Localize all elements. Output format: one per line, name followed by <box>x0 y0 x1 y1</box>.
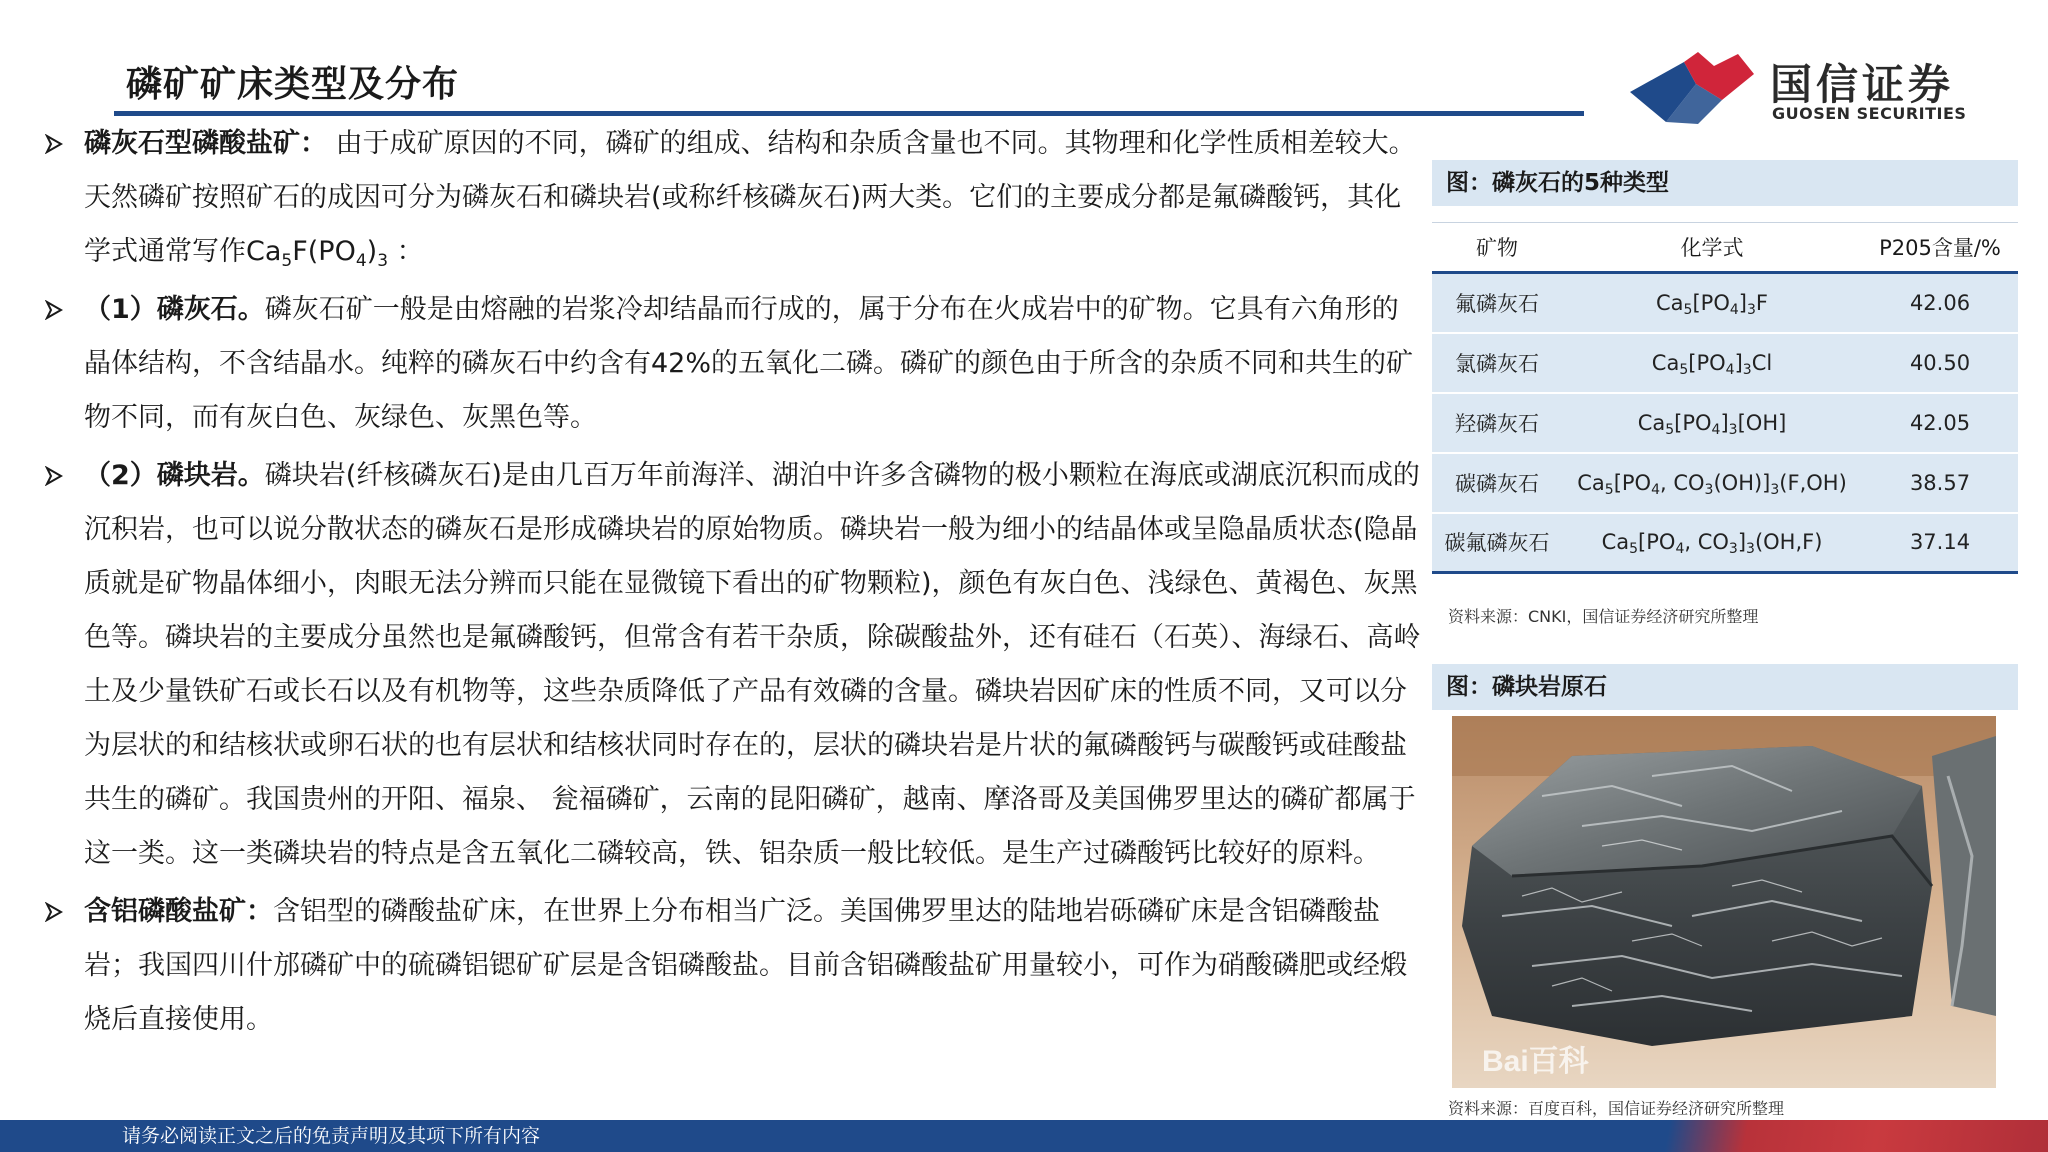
paragraph-lead: 磷灰石型磷酸盐矿： <box>84 128 327 159</box>
figure-source-baidu: 资料来源：百度百科，国信证券经济研究所整理 <box>1448 1099 1785 1118</box>
table-row <box>1432 333 2018 393</box>
arrow-bullet-icon <box>34 449 74 503</box>
cell-p2o5: 37.14 <box>1862 513 2018 573</box>
cell-formula: $Ca_5[PO_4]_3F$ <box>1562 273 1862 333</box>
paragraph-aluminum-phosphate <box>34 885 1424 1047</box>
table-row <box>1432 273 2018 333</box>
paragraph-text: 磷灰石矿一般是由熔融的岩浆冷却结晶而行成的，属于分布在火成岩中的矿物。它具有六角形的晶体结构，不含结晶水。纯粹的磷灰石中约含有42%的五氧化二磷。磷矿的颜色由于所含的杂质不同和共生的矿物不同，而有灰白色、灰绿色、灰黑色等。 <box>84 294 1414 433</box>
table-header-row <box>1432 223 2018 273</box>
paragraph-lead: （2）磷块岩。 <box>84 460 265 491</box>
title-rule <box>114 111 1584 116</box>
paragraph-text: 磷块岩(纤核磷灰石)是由几百万年前海洋、湖泊中许多含磷物的极小颗粒在海底或湖底沉积而成的沉积岩，也可以说分散状态的磷灰石是形成磷块岩的原始物质。磷块岩一般为细小的结晶体或呈隐晶质状态(隐晶质就是矿物晶体细小，肉眼无法分辨而只能在显微镜下看出的矿物颗粒)，颜色有灰白色、浅绿色、黄褐色、灰黑色等。磷块岩的主要成分虽然也是氟磷酸钙，但常含有若干杂质，除碳酸盐外，还有硅石（石英）、海绿石、高岭土及少量铁矿石或长石以及有机物等，这些杂质降低了产品有效磷的含量。磷块岩因矿床的性质不同，又可以分为层状的和结核状或卵石状的也有层状和结核状同时存在的，层状的磷块岩是片状的氟磷酸钙与碳酸钙或硅酸盐共生的磷矿。我国贵州的开阳、福泉、 瓮福磷矿，云南的昆阳磷矿，越南、摩洛哥及美国佛罗里达的磷矿都属于这一类。这一类磷块岩的特点是含五氧化二磷较高，铁、铝杂质一般比较低。是生产过磷酸钙比较好的原料。 <box>84 460 1421 869</box>
column-header-p2o5: P205含量/% <box>1862 223 2018 273</box>
footer-disclaimer: 请务必阅读正文之后的免责声明及其项下所有内容 <box>122 1125 541 1147</box>
cell-mineral: 碳氟磷灰石 <box>1432 513 1562 573</box>
table-row <box>1432 513 2018 573</box>
cell-formula: $Ca_5[PO_4]_3Cl$ <box>1562 333 1862 393</box>
table-row <box>1432 453 2018 513</box>
cell-mineral: 碳磷灰石 <box>1432 453 1562 513</box>
baidu-watermark: Bai百科 <box>1482 1045 1589 1078</box>
figure-title-apatite-types: 图：磷灰石的5种类型 <box>1432 160 2018 206</box>
cell-p2o5: 42.06 <box>1862 273 2018 333</box>
cell-formula: $Ca_5[PO_4$, $CO_3(OH)]_3(F,OH)$ <box>1562 453 1862 513</box>
cell-formula: $Ca_5[PO_4]_3[OH]$ <box>1562 393 1862 453</box>
guosen-logo-icon <box>1626 44 1766 130</box>
paragraph-apatite-type <box>34 117 1424 279</box>
guosen-logo <box>1626 44 1967 130</box>
chemical-formula: $Ca_5F(PO_4)_3$ <box>246 236 389 271</box>
arrow-bullet-icon <box>34 117 74 171</box>
paragraph-apatite <box>34 283 1424 445</box>
figure-title-phosphorite-rock: 图：磷块岩原石 <box>1432 664 2018 710</box>
cell-mineral: 氯磷灰石 <box>1432 333 1562 393</box>
page-title: 磷矿矿床类型及分布 <box>126 64 460 105</box>
arrow-bullet-icon <box>34 283 74 337</box>
paragraph-text: 含铝型的磷酸盐矿床，在世界上分布相当广泛。美国佛罗里达的陆地岩砾磷矿床是含铝磷酸盐岩；我国四川什邡磷矿中的硫磷铝锶矿矿层是含铝磷酸盐。目前含铝磷酸盐矿用量较小，可作为硝酸磷肥或经煅烧后直接使用。 <box>84 896 1407 1035</box>
footer-bar <box>0 1120 2048 1152</box>
main-text-column <box>34 117 1424 1051</box>
logo-name-cn: 国信证券 <box>1770 60 1955 109</box>
cell-mineral: 氟磷灰石 <box>1432 273 1562 333</box>
paragraph-phosphorite <box>34 449 1424 881</box>
table-row <box>1432 393 2018 453</box>
phosphorite-rock-photo <box>1452 716 1996 1088</box>
cell-p2o5: 38.57 <box>1862 453 2018 513</box>
cell-mineral: 羟磷灰石 <box>1432 393 1562 453</box>
column-header-mineral: 矿物 <box>1432 223 1562 273</box>
apatite-types-table <box>1432 222 2018 574</box>
figure-source-cnki: 资料来源：CNKI，国信证券经济研究所整理 <box>1448 607 1759 626</box>
column-header-formula: 化学式 <box>1562 223 1862 273</box>
paragraph-text-end: ： <box>388 236 424 267</box>
cell-p2o5: 42.05 <box>1862 393 2018 453</box>
paragraph-lead: （1）磷灰石。 <box>84 294 265 325</box>
arrow-bullet-icon <box>34 885 74 939</box>
paragraph-lead: 含铝磷酸盐矿： <box>84 896 273 927</box>
cell-formula: $Ca_5[PO_4$, $CO_3]_3(OH,F)$ <box>1562 513 1862 573</box>
paragraph-text: 由于成矿原因的不同，磷矿的组成、结构和杂质含量也不同。其物理和化学性质相差较大。天然磷矿按照矿石的成因可分为磷灰石和磷块岩(或称纤核磷灰石)两大类。它们的主要成分都是氟磷酸钙，其化学式通常写作 <box>84 128 1416 267</box>
cell-p2o5: 40.50 <box>1862 333 2018 393</box>
logo-name-en: GUOSEN SECURITIES <box>1772 104 1967 123</box>
footer-accent <box>1618 1120 2048 1152</box>
